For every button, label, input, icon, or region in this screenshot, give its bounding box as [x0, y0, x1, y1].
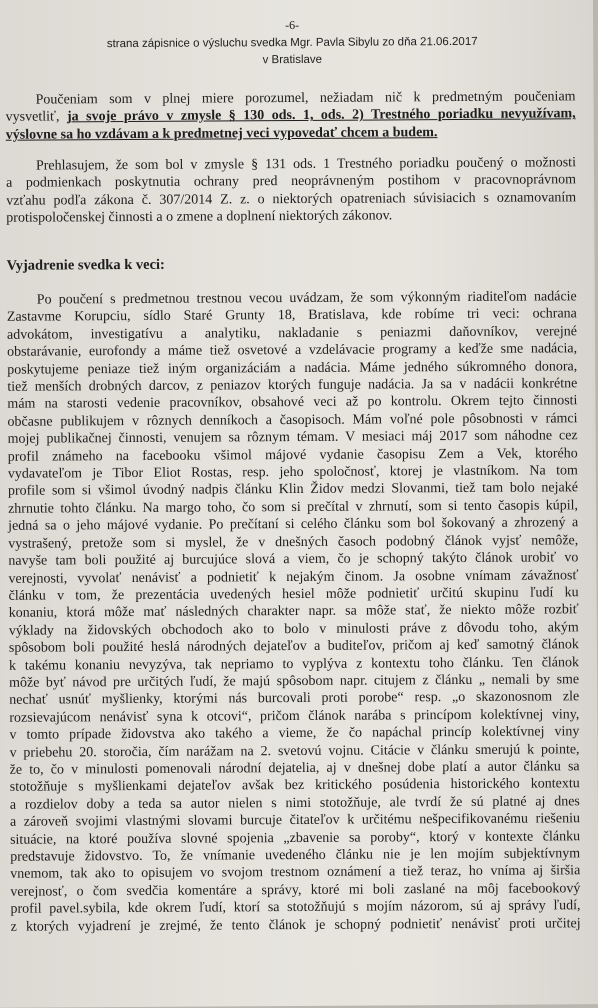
statement-line: a rozdielov doby a teda sa autor nielen s nimi stotožňuje, ale tvrdí že sú platné aj dnes — [9, 794, 580, 813]
statement-line: konaniu, ktorá môže mať následných charakter napr. sa môže stať, že niekto môže rozbiť — [8, 602, 579, 622]
statement-line: môže byť návod pre určitých ľudí, že majú spôsobom napr. citujem z článku „ nemali by sme — [9, 672, 580, 691]
statement-line: verejnosť, o čom svedčia komentáre a správy, ktoré mi boli zaslané na môj facebookový — [10, 881, 581, 900]
statement-line: situácie, na ktoré používa slovné spojenia „zbavenie sa poroby“, ktorý v kontexte článku — [10, 828, 581, 848]
statement-line: profile som si všimol úvodný nadpis článku Klin Židov medzi Slovanmi, tiež tam bolo nejaké — [7, 480, 578, 500]
statement-line: v priebehu 20. storočia, čím narážam na 2. svetovú vojnu. Citácie v článku smerujú k pointe, — [9, 741, 580, 761]
section-title: Vyjadrenie svedka k veci: — [6, 256, 165, 274]
paragraph-line — [6, 106, 576, 127]
paragraph-line: protispoločenskej činnosti a o zmene a doplnení niektorých zákonov. — [6, 208, 393, 226]
statement-line: profil pavel.sybila, kde okrem ľudí, ktorí sa stotožňujú s mojím názorom, sú aj správy ľudí, — [10, 898, 581, 917]
statement-line: navyše tam boli použité aj burcujúce slová a viem, čo je schopný takýto článok urobiť vo — [8, 550, 579, 569]
statement-line: rozsievajúcom nenávisť syna k otcovi“, pričom článok narába s princípom kolektívnej viny, — [9, 707, 580, 726]
statement-line: občasne publikujem v rôznych denníkoch a časopisoch. Mám voľné pole pôsobnosti v rámci — [7, 411, 578, 430]
paragraph-line — [6, 123, 576, 144]
page-header-line-2: v Bratislave — [262, 53, 323, 67]
statement-line: predstavuje židovstvo. To, že vnímanie uvedeného článku nie je len mojím subjektívnym — [10, 846, 581, 865]
statement-line: vnemom, tak ako to opisujem vo svojom trestnom oznámení a tiež teraz, ho vníma aj širšia — [10, 863, 581, 883]
statement-line: zhrnutie tohto článku. Na margo toho, čo som si prečítal v zhrnutí, som si tento časopis kúpil, — [8, 498, 579, 517]
statement-line: z ktorých vyjadrení je zrejmé, že tento článok je schopný podnietiť nenávisť proti určitej — [10, 915, 581, 935]
statement-line: poskytujeme peniaze tiež iným organizáciám a nadácia. Máme jedného súkromného donora, — [7, 358, 578, 378]
statement-line: k takému konaniu nevyzýva, tak nepriamo to vyplýva z kontextu toho článku. Ten článok — [8, 654, 580, 674]
statement-line: Zastavme Korupciu, sídlo Staré Grunty 18, Bratislava, kde robíme tri veci: ochrana — [6, 306, 577, 326]
page-header-line-1: strana zápisnice o výsluchu svedka Mgr. Pavla Sibylu zo dňa 21.06.2017 — [106, 35, 478, 51]
statement-line: jedná sa o jeho májové vydanie. Po prečítaní si celého článku som bol šokovaný a zhrozený a — [8, 515, 579, 535]
statement-line: v tomto prípade židovstva ako takého a vieme, že čo napáchal princíp kolektívnej viny — [9, 724, 580, 743]
statement-line: tiež menších drobných darcov, z peniazov ktorých funguje nadácia. Ja sa v nadácii konkrétne — [7, 376, 578, 395]
statement-line: obstarávanie, eurofondy a máme tiež osvetové a vzdelávacie programy a keďže sme nadácia, — [7, 341, 578, 360]
statement-line: že to, čo v minulosti pomenovali národní dejatelia, aj v dnešnej dobe platí a autor článku sa — [9, 759, 580, 778]
statement-line: advokátom, investigatívu a analytiku, nakladanie s peniazmi daňovníkov, verejné — [6, 324, 578, 343]
page-number: -6- — [285, 17, 300, 33]
statement-line: vystrašený, pretože som si myslel, že v dnešných časoch podobný článok vyjsť nemôže, — [8, 532, 579, 552]
statement-line: verejnosti, vyvolať nenávisť a podnietiť k nejakým činom. Ja osobne vnímam závažnosť — [8, 567, 579, 587]
paragraph-line: Poučeniam som v plnej miere porozumel, nežiadam nič k predmetným poučeniam — [35, 89, 576, 108]
statement-line: článku v tom, že prezentácia uvedených hesiel môže podnietiť určitú skupinu ľudí ku — [8, 585, 579, 604]
declaration-paragraph — [6, 154, 576, 227]
witness-statement-paragraph — [7, 288, 581, 936]
statement-line: Po poučení s predmetnou trestnou vecou uvádzam, že som výkonným riaditeľom nadácie — [36, 289, 577, 308]
statement-line: spôsobom boli použité heslá národných dejateľov a buditeľov, pričom aj keď samotný článok — [8, 637, 579, 656]
emphasized-text: ja svoje právo v zmysle § 130 ods. 1, ods. 2) Trestného poriadku nevyužívam, — [66, 106, 576, 125]
emphasized-text: výslovne sa ho vzdávam a k predmetnej veci vypovedať chcem a budem. — [5, 124, 438, 143]
instruction-acknowledgement-paragraph — [6, 88, 576, 144]
paragraph-text: vysvetliť, — [5, 109, 68, 126]
statement-line: mám na starosti vedenie pracovníkov, obsahové veci až po kontrolu. Okrem tejto činnosti — [7, 393, 578, 413]
paragraph-line: a podmienkach poskytnutia ochrany pred neoprávneným postihom v pracovnoprávnom — [6, 172, 577, 192]
statement-line: nechať usnúť myšlienky, ktorými nás burcovali proti porobe“ resp. „o skazonosnom zle — [9, 689, 580, 709]
statement-line: stotožňuje s myšlienkami dejateľov avšak bez kritického posúdenia historického kontextu — [9, 776, 580, 796]
paragraph-line: vzťahu podľa zákona č. 307/2014 Z. z. o niektorých opatreniach súvisiacich s oznamovaním — [6, 190, 577, 209]
statement-line: výklady na židovských obchodoch ako to bolo v minulosti práve z dôvodu toho, akým — [8, 619, 579, 639]
statement-line: vydavateľom je Tibor Eliot Rostas, resp. jeho spoločnosť, ktorej je vlastníkom. Na tom — [7, 463, 578, 482]
statement-line: mojej publikačnej činnosti, venujem sa rôznym témam. V mesiaci máj 2017 som náhodne cez — [7, 428, 578, 448]
statement-line: profil známeho na facebooku všimol májové vydanie časopisu Zem a Vek, ktorého — [7, 445, 578, 465]
statement-line: a zároveň svojimi vlastnými slovami burcuje čitateľov k určitému nešpecifikovanému riešeniu — [9, 811, 580, 830]
paragraph-line: Prehlasujem, že som bol v zmysle § 131 ods. 1 Trestného poriadku poučený o možnosti — [35, 155, 576, 174]
